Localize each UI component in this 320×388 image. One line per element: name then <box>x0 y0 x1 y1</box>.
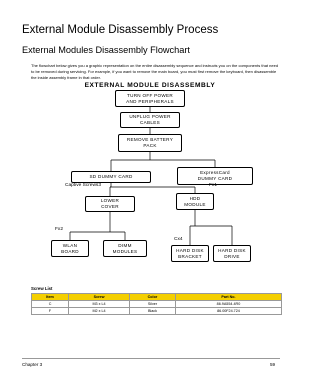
section-title: External Modules Disassembly Flowchart <box>22 45 190 55</box>
flow-box-hdd-module: HDD MODULE <box>176 193 214 210</box>
label-fx1: Fx1 <box>209 183 217 188</box>
flow-box-wlan: WLAN BOARD <box>51 240 89 257</box>
flow-box-hdd-bracket: HARD DISK BRACKET <box>171 245 209 262</box>
footer-divider <box>22 358 280 359</box>
column-header: Color <box>130 294 176 301</box>
flow-box-expresscard: ExpressCard DUMMY CARD <box>177 167 253 185</box>
table-row: F M2 x L4 Black 86.00F24.724 <box>32 308 282 315</box>
column-header: Item <box>32 294 69 301</box>
screw-list-table <box>31 293 282 315</box>
flow-box-sd-dummy: SD DUMMY CARD <box>71 171 151 183</box>
screw-list-caption: Screw List <box>31 286 53 291</box>
page-title: External Module Disassembly Process <box>22 24 219 36</box>
footer-chapter: Chapter 3 <box>22 362 43 367</box>
flow-box-hdd-drive: HARD DISK DRIVE <box>213 245 251 262</box>
flow-box-unplug: UNPLUG POWER CABLES <box>120 112 180 128</box>
label-fx2: Fx2 <box>55 227 63 232</box>
label-cx4: Cx4 <box>174 237 183 242</box>
label-captive-screws: Captive Screws3 <box>65 183 101 188</box>
footer-page-number: 59 <box>270 362 276 367</box>
flow-box-dimm: DIMM MODULES <box>103 240 147 257</box>
intro-paragraph: The flowchart below gives you a graphic representation on the entire disassembly sequence and instructs you on the components that need to be removed during servicing. For example, if you want to remove the main board, you must first remove the keyboard, then disassemble the inside assembly frame in that order. <box>31 63 279 80</box>
flow-box-battery: REMOVE BATTERY PACK <box>118 134 182 152</box>
flow-box-lower-cover: LOWER COVER <box>85 196 135 212</box>
table-row: C M3 x L4 Silver 86.9A554.4R0 <box>32 301 282 308</box>
column-header: Part No. <box>175 294 281 301</box>
flowchart-title: EXTERNAL MODULE DISASSEMBLY <box>84 82 216 89</box>
column-header: Screw <box>69 294 130 301</box>
flow-box-turn-off: TURN OFF POWER AND PERIPHERALS <box>115 90 185 107</box>
